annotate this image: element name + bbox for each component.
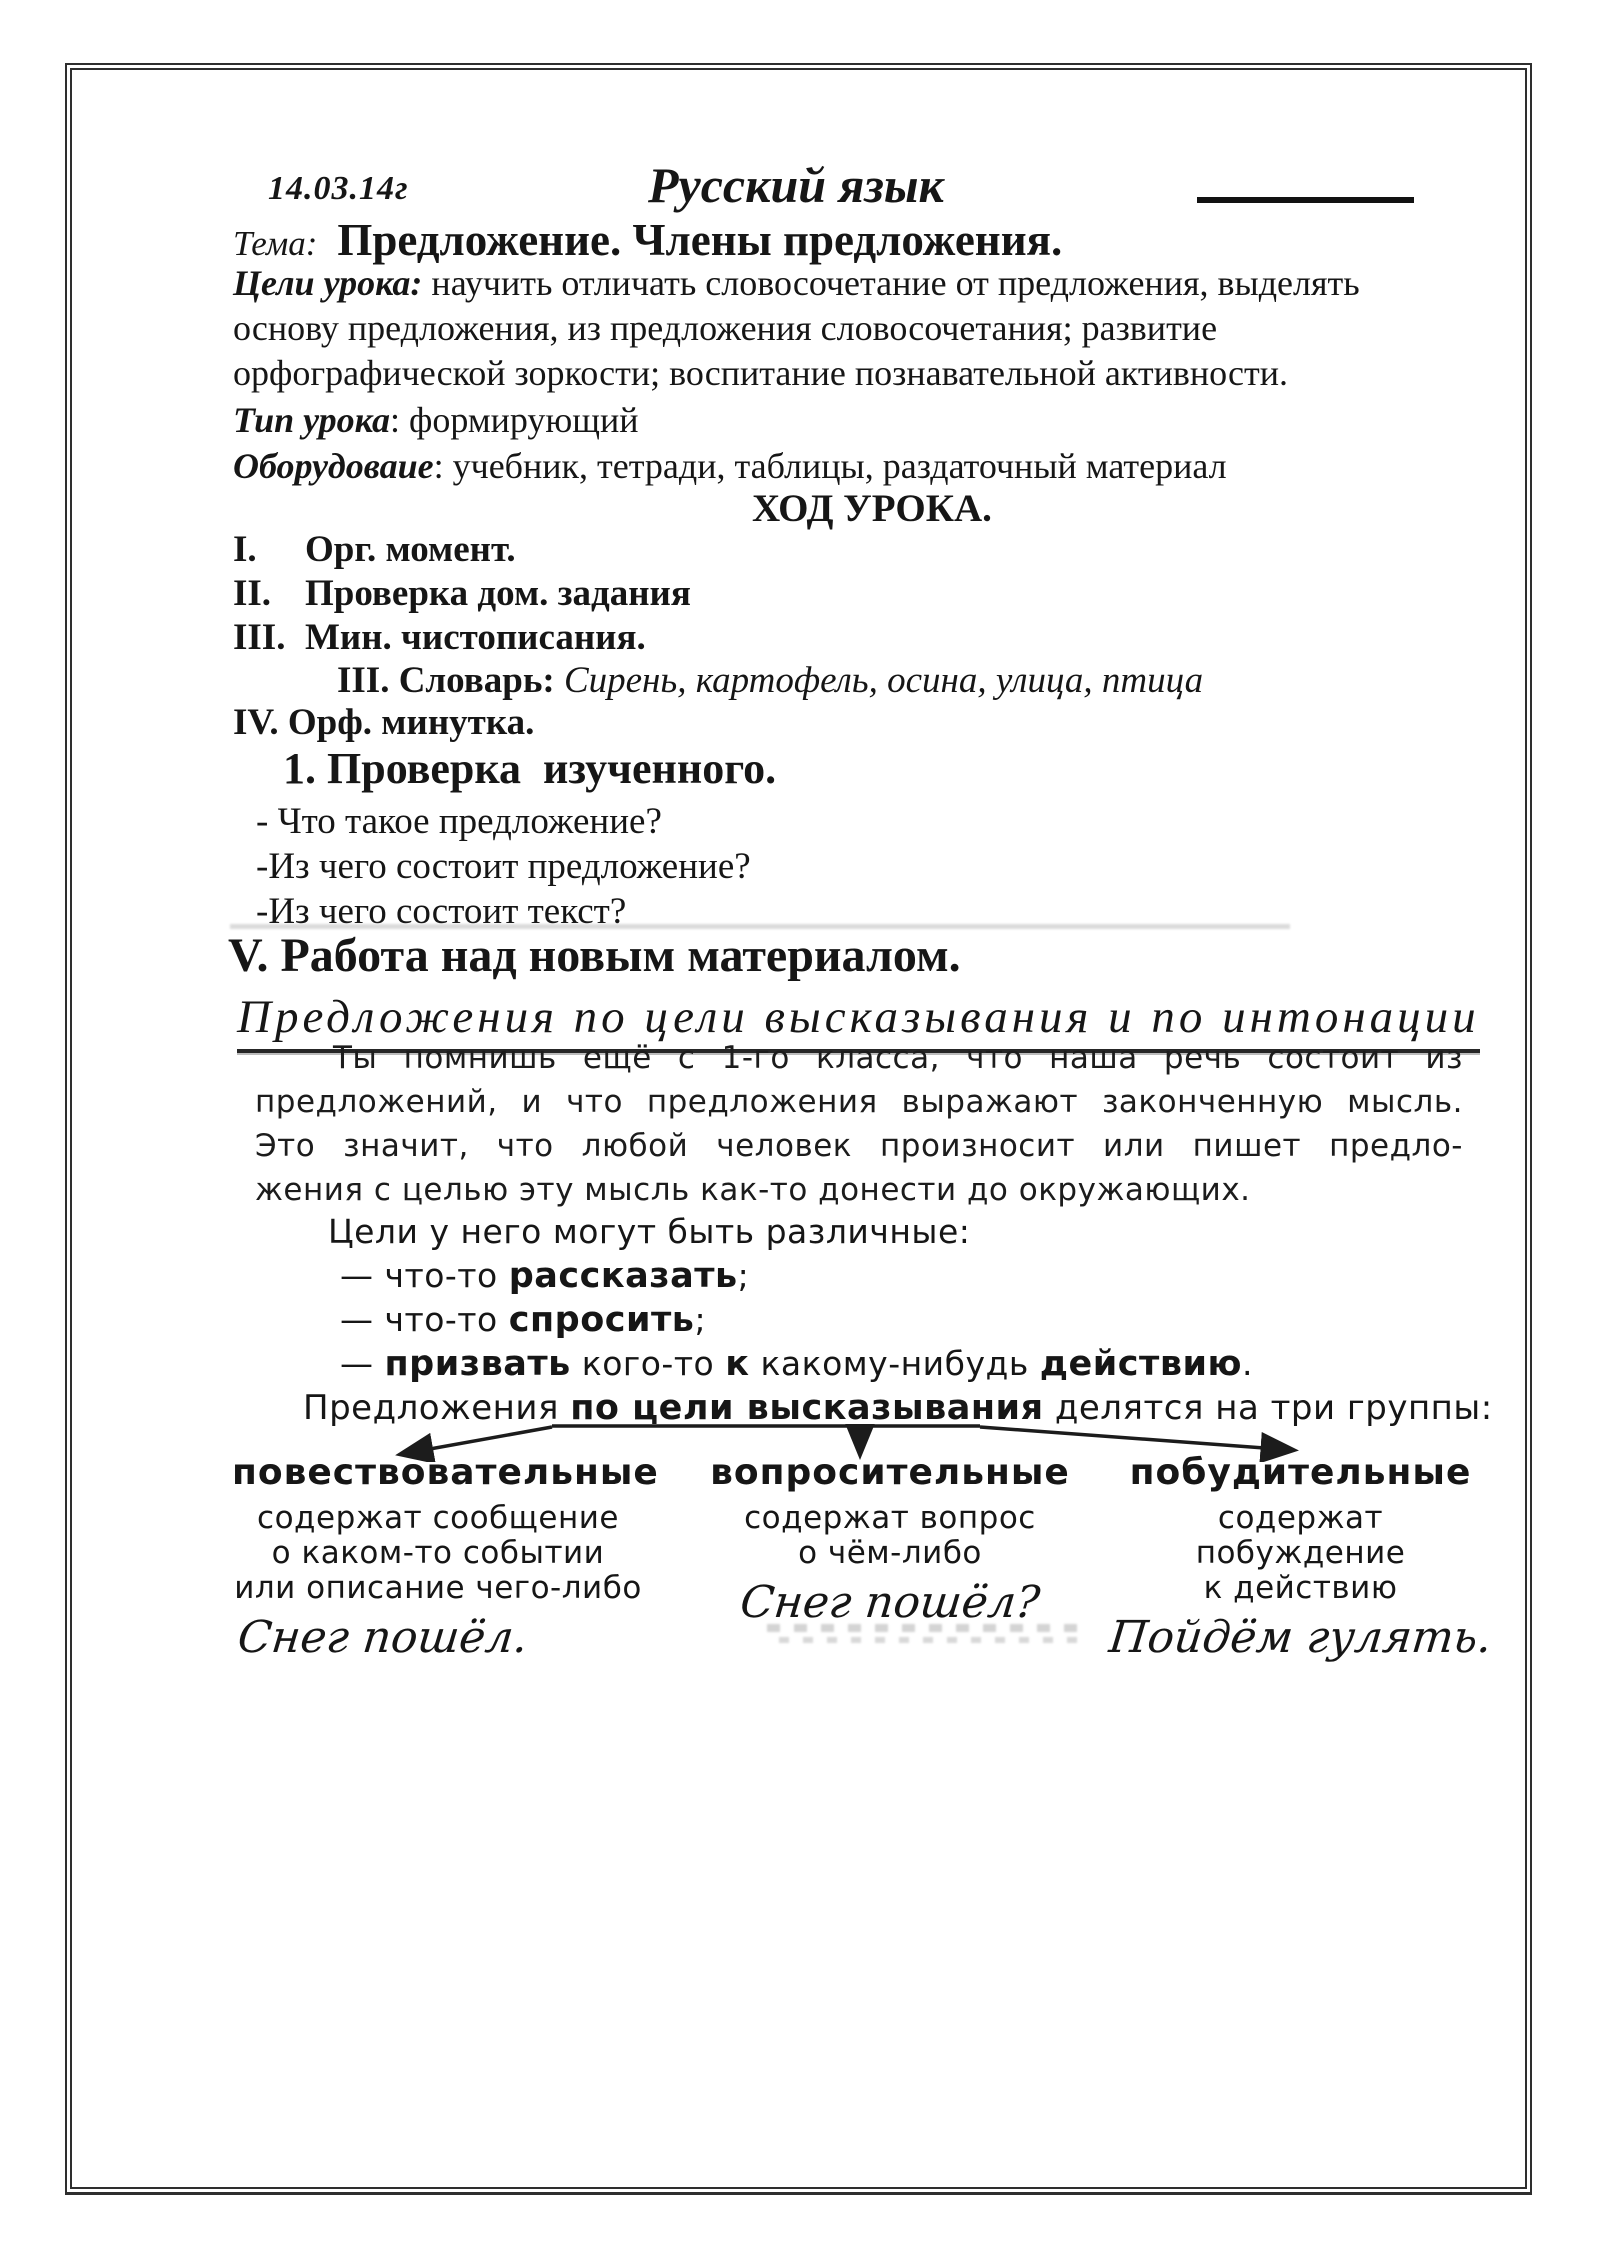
desc-line: о чём-либо [798, 1535, 982, 1571]
lesson-type-label: Тип урока [233, 400, 391, 440]
equipment-row [233, 445, 1227, 487]
goals-text-1: научить отличать словосочетание от предложения, выделять [422, 263, 1360, 303]
closing-line [303, 1388, 1493, 1428]
desc-line: о каком-то событии [271, 1535, 605, 1571]
plan-item-4: IV. Орф. минутка. [233, 702, 535, 743]
vocabulary-row [337, 659, 1203, 702]
plan-item-1-numeral: I. [233, 529, 257, 570]
lesson-date: 14.03.14г [268, 170, 409, 207]
column-interrogative-title: вопросительные [710, 1452, 1070, 1493]
handwritten-example: Снег пошёл? [737, 1577, 1043, 1628]
theme-label: Тема: [233, 224, 318, 263]
arrow-to-imperative [980, 1427, 1292, 1450]
textbook-excerpt [255, 1036, 1463, 1212]
excerpt-line-4: жения с целью эту мысль как-то донести до окружающих. [255, 1172, 1251, 1208]
check-heading: 1. Проверка изученного. [283, 744, 777, 793]
column-declarative-title: повествовательные [232, 1452, 659, 1493]
handwritten-example: Пойдём гулять. [1106, 1612, 1495, 1663]
plan-item-1-label: Орг. момент. [305, 529, 516, 570]
subject-title: Русский язык [648, 157, 944, 213]
bullet-2-post: ; [694, 1300, 707, 1339]
plan-item-3-numeral: III. [233, 617, 286, 658]
plan-item-3 [233, 616, 646, 659]
desc-line: содержат вопрос [744, 1500, 1036, 1536]
bullet-1-pre: — что-то [340, 1256, 509, 1295]
arrow-to-declarative [402, 1427, 552, 1454]
plan-item-1 [233, 528, 516, 571]
bullet-3-keyword-3: действию [1039, 1344, 1243, 1384]
name-blank-line [1197, 197, 1414, 203]
plan-item-2-label: Проверка дом. задания [305, 573, 691, 614]
bullet-3-pre: — [340, 1344, 385, 1383]
erased-text-smudge-artifact [767, 1624, 1089, 1632]
column-declarative-desc [232, 1501, 644, 1606]
closing-pre: Предложения [303, 1388, 571, 1428]
vocabulary-label: III. Словарь: [337, 660, 555, 701]
column-imperative [1108, 1452, 1493, 1663]
bullet-line-1 [340, 1256, 749, 1296]
column-interrogative-desc [703, 1501, 1077, 1571]
vocabulary-words: Сирень, картофель, осина, улица, птица [554, 660, 1204, 701]
bullet-3-keyword-1: призвать [384, 1344, 571, 1384]
excerpt-line-2: предложений, и что предложения выражают законченную мысль. [255, 1084, 1463, 1120]
bullet-3-mid-2: какому-нибудь [749, 1344, 1040, 1383]
section5-heading: V. Работа над новым материалом. [228, 929, 961, 982]
goals-line-2: основу предложения, из предложения словосочетания; развитие [233, 308, 1218, 348]
question-line-2: -Из чего состоит предложение? [256, 846, 751, 887]
goals-intro-line: Цели у него могут быть различные: [328, 1212, 971, 1251]
plan-item-2-numeral: II. [233, 573, 272, 614]
section5-subheading: Предложения по цели высказывания и по интонации [237, 990, 1480, 1053]
lesson-type-value: : формирующий [390, 400, 639, 440]
bullet-line-3 [340, 1344, 1253, 1384]
goals-line-3: орфографической зоркости; воспитание познавательной активности. [233, 353, 1288, 393]
desc-line: или описание чего-либо [234, 1570, 642, 1606]
plan-heading: ХОД УРОКА. [752, 487, 992, 530]
plan-item-3-label: Мин. чистописания. [305, 617, 646, 658]
column-imperative-desc [1108, 1501, 1493, 1606]
equipment-label: Оборудоваие [233, 446, 434, 486]
lesson-type-row [233, 399, 639, 441]
question-line-1: - Что такое предложение? [256, 801, 662, 842]
equipment-value: : учебник, тетради, таблицы, раздаточный материал [433, 446, 1227, 486]
bullet-2-pre: — что-то [340, 1300, 509, 1339]
handwritten-example: Снег пошёл. [235, 1612, 531, 1663]
question-line-3: -Из чего состоит текст? [256, 891, 627, 932]
bullet-2-keyword: спросить [508, 1300, 695, 1340]
bullet-3-keyword-2: к [725, 1344, 750, 1384]
closing-keyphrase: по цели высказывания [570, 1388, 1044, 1428]
desc-line: содержат сообщение [257, 1500, 619, 1536]
theme-value: Предложение. Члены предложения. [337, 215, 1063, 265]
column-declarative [232, 1452, 659, 1663]
theme-row [233, 214, 1062, 266]
excerpt-line-1: Ты помнишь ещё с 1-го класса, что наша речь состоит из [333, 1040, 1463, 1076]
bullet-1-post: ; [737, 1256, 750, 1295]
bullet-3-mid-1: кого-то [570, 1344, 726, 1383]
column-interrogative [703, 1452, 1077, 1628]
desc-line: к действию [1203, 1570, 1398, 1606]
plan-item-2 [233, 572, 691, 615]
excerpt-line-3: Это значит, что любой человек произносит или пишет предло- [255, 1128, 1463, 1164]
bullet-line-2 [340, 1300, 706, 1340]
closing-post: делятся на три группы: [1043, 1388, 1493, 1428]
goals-label: Цели урока: [233, 263, 423, 303]
desc-line: содержат побуждение [1195, 1500, 1406, 1571]
bullet-1-keyword: рассказать [508, 1256, 738, 1296]
bullet-3-post: . [1242, 1344, 1254, 1383]
goals-line-1 [233, 262, 1360, 304]
column-imperative-title: побудительные [1129, 1452, 1472, 1493]
